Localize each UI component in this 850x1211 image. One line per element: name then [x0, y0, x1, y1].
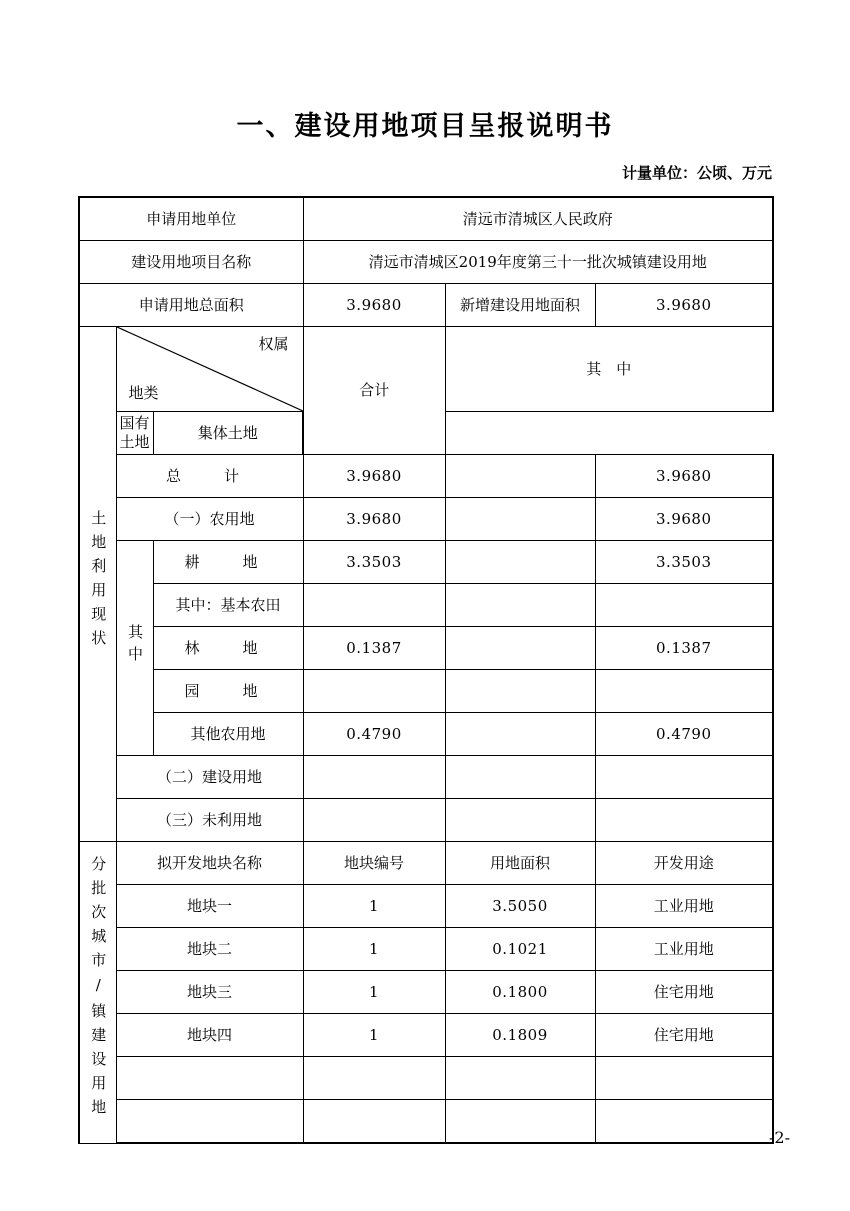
- parcel-name: 地块四: [116, 1014, 303, 1057]
- page-title: 一、建设用地项目呈报说明书: [236, 111, 614, 142]
- parcel-name: 地块二: [116, 928, 303, 971]
- table-row-areas: [79, 284, 773, 327]
- table-row-landuse: [79, 627, 773, 670]
- section-label-batch-urban-construction-land-text: 分批次城市/镇建设用地: [89, 856, 108, 1124]
- parcel-purpose: 住宅用地: [595, 971, 773, 1014]
- landuse-row-name: （二）建设用地: [116, 756, 303, 799]
- landuse-row-total: [303, 799, 445, 842]
- landuse-row-name: 园 地: [153, 670, 303, 713]
- landuse-row-name: （三）未利用地: [116, 799, 303, 842]
- parcel-area: 0.1021: [445, 928, 595, 971]
- total-area-label: 申请用地总面积: [79, 284, 303, 327]
- measurement-unit-note: 计量单位：公顷、万元: [621, 164, 772, 182]
- landuse-row-collective: 0.4790: [595, 713, 773, 756]
- corner-label-ownership: 权属: [258, 335, 289, 353]
- landuse-row-name: 其他农用地: [153, 713, 303, 756]
- parcel-code: 1: [303, 885, 445, 928]
- landuse-row-state: [445, 670, 595, 713]
- landuse-row-state: [445, 756, 595, 799]
- landuse-row-total: 3.9680: [303, 498, 445, 541]
- table-row-project-name: [79, 241, 773, 284]
- parcel-area: [445, 1057, 595, 1100]
- landuse-row-collective: 3.3503: [595, 541, 773, 584]
- landuse-row-total: 0.4790: [303, 713, 445, 756]
- landuse-row-state: [445, 541, 595, 584]
- parcel-code: [303, 1057, 445, 1100]
- table-row-landuse-header-1: [79, 327, 773, 412]
- landuse-row-state: [445, 799, 595, 842]
- table-row-landuse: [79, 541, 773, 584]
- new-construction-area-value: 3.9680: [595, 284, 773, 327]
- land-application-table-wrapper: [78, 196, 772, 1144]
- landuse-row-total: [303, 756, 445, 799]
- table-row-landuse: [79, 756, 773, 799]
- parcel-name: 地块三: [116, 971, 303, 1014]
- parcel-name: [116, 1057, 303, 1100]
- column-header-parcel-code: 地块编号: [303, 842, 445, 885]
- landuse-row-collective: [595, 799, 773, 842]
- parcel-code: 1: [303, 971, 445, 1014]
- parcel-purpose: 住宅用地: [595, 1014, 773, 1057]
- corner-label-landtype: 地类: [128, 384, 159, 403]
- landuse-row-collective: 0.1387: [595, 627, 773, 670]
- landuse-row-name: 林 地: [153, 627, 303, 670]
- landuse-row-collective: [595, 670, 773, 713]
- project-label: 建设用地项目名称: [79, 241, 303, 284]
- landuse-row-total: [303, 670, 445, 713]
- landuse-row-state: [445, 584, 595, 627]
- land-application-table: [78, 196, 774, 1144]
- landuse-row-name: （一）农用地: [116, 498, 303, 541]
- parcel-code: 1: [303, 1014, 445, 1057]
- landuse-row-total: 3.3503: [303, 541, 445, 584]
- landuse-row-state: [445, 713, 595, 756]
- landuse-row-total: 3.9680: [303, 455, 445, 498]
- landuse-row-state: [445, 627, 595, 670]
- section-label-land-use-status: [79, 327, 116, 842]
- parcel-code: 1: [303, 928, 445, 971]
- table-row-parcel: [79, 928, 773, 971]
- parcel-purpose: 工业用地: [595, 885, 773, 928]
- table-row-parcel: [79, 971, 773, 1014]
- parcel-purpose: 工业用地: [595, 928, 773, 971]
- landuse-row-state: [445, 455, 595, 498]
- table-row-landuse: [79, 455, 773, 498]
- table-row-parcel: [79, 1057, 773, 1100]
- table-row-landuse: [79, 498, 773, 541]
- landuse-row-name: 耕 地: [153, 541, 303, 584]
- column-header-total: 合计: [303, 327, 445, 455]
- landuse-corner-header: [116, 327, 303, 412]
- landuse-row-collective: 3.9680: [595, 498, 773, 541]
- landuse-row-total: 0.1387: [303, 627, 445, 670]
- parcel-purpose: [595, 1057, 773, 1100]
- table-row-landuse: [79, 584, 773, 627]
- section-label-batch-urban-construction-land: [79, 842, 116, 1144]
- column-header-parcel-name: 拟开发地块名称: [116, 842, 303, 885]
- subgroup-label-among: [116, 541, 153, 756]
- parcel-name: 地块一: [116, 885, 303, 928]
- landuse-row-name: 总 计: [116, 455, 303, 498]
- table-row-landuse: [79, 670, 773, 713]
- column-header-parcel-area: 用地面积: [445, 842, 595, 885]
- landuse-row-collective: [595, 584, 773, 627]
- new-construction-area-label: 新增建设用地面积: [445, 284, 595, 327]
- parcel-area: 3.5050: [445, 885, 595, 928]
- column-header-state-owned: 国有土地: [116, 412, 153, 455]
- column-header-parcel-purpose: 开发用途: [595, 842, 773, 885]
- project-value: 清远市清城区2019年度第三十一批次城镇建设用地: [303, 241, 773, 284]
- landuse-row-total: [303, 584, 445, 627]
- column-header-collective: 集体土地: [153, 412, 303, 455]
- landuse-row-state: [445, 498, 595, 541]
- landuse-row-collective: [595, 756, 773, 799]
- applicant-value: 清远市清城区人民政府: [303, 197, 773, 241]
- parcel-area: 0.1800: [445, 971, 595, 1014]
- landuse-row-name: 其中：基本农田: [153, 584, 303, 627]
- table-row-parcel: [79, 1014, 773, 1057]
- applicant-label: 申请用地单位: [79, 197, 303, 241]
- total-area-value: 3.9680: [303, 284, 445, 327]
- table-row-landuse: [79, 799, 773, 842]
- table-row-parcel: [79, 885, 773, 928]
- section-label-land-use-status-text: 土地利用现状: [89, 509, 108, 654]
- column-header-among: 其 中: [445, 327, 773, 412]
- subgroup-label-among-text: 其中: [126, 623, 144, 668]
- parcel-area: 0.1809: [445, 1014, 595, 1057]
- landuse-row-collective: 3.9680: [595, 455, 773, 498]
- table-row-applicant: [79, 197, 773, 241]
- page-number: -2-: [769, 1128, 790, 1147]
- table-row-landuse: [79, 713, 773, 756]
- table-row-parcel-header: [79, 842, 773, 885]
